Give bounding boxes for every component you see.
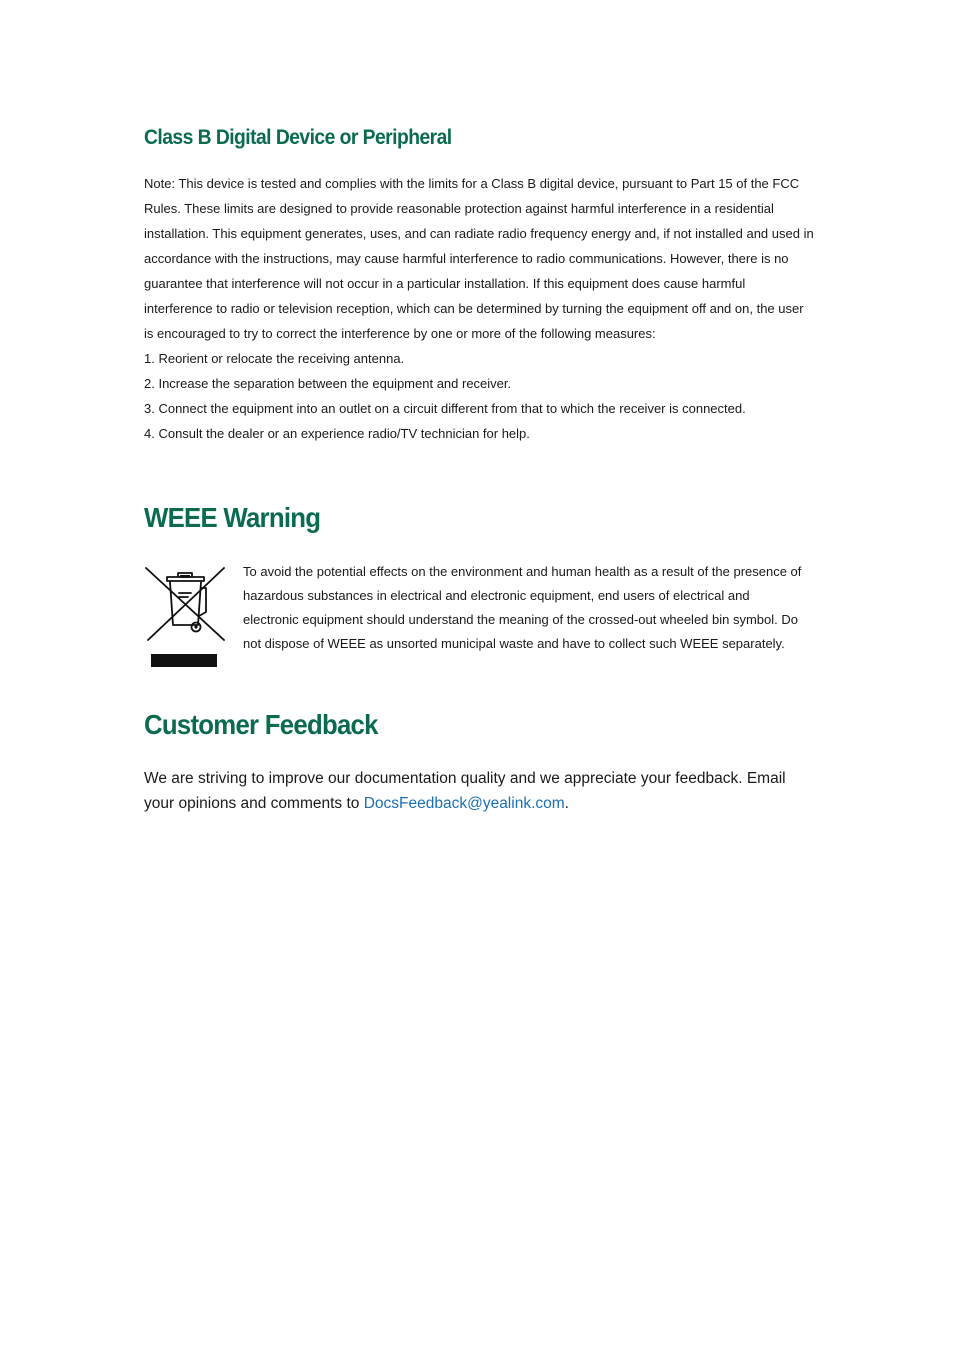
- measure-item: 2. Increase the separation between the equipment and receiver.: [144, 376, 512, 391]
- feedback-text: We are striving to improve our documentation quality and we appreciate your feedback. Email your opinions and comments to: [144, 770, 786, 812]
- class-b-intro: Note: This device is tested and complies with the limits for a Class B digital device, pursuant to Part 15 of the FCC Rules. These limits are designed to provide reasonable protection against harmful interference in a residential installation. This equipment generates, uses, and can radiate radio frequency energy and, if not installed and used in accordance with the instructions, may cause harmful interference to radio communications. However, there is no guarantee that interference will not occur in a particular installation. If this equipment does cause harmful interference to radio or television reception, which can be determined by turning the equipment off and on, the user is encouraged to try to correct the interference by one or more of the following measures:: [144, 176, 814, 341]
- feedback-email-link[interactable]: DocsFeedback@yealink.com: [363, 795, 565, 812]
- feedback-period: .: [564, 795, 569, 812]
- measures-list: [144, 346, 816, 446]
- weee-description: To avoid the potential effects on the environment and human health as a result of the presence of hazardous substances in electrical and electronic equipment, end users of electrical and electronic equipment should understand the meaning of the crossed-out wheeled bin symbol. Do not dispose of WEEE as unsorted municipal waste and have to collect such WEEE separately.: [243, 564, 802, 651]
- measure-item: 4. Consult the dealer or an experience radio/TV technician for help.: [144, 426, 530, 441]
- customer-feedback-heading: Customer Feedback: [144, 709, 378, 740]
- feedback-paragraph: [144, 766, 816, 816]
- crossed-out-wheeled-bin-icon: [144, 564, 226, 670]
- weee-heading: WEEE Warning: [144, 502, 321, 533]
- class-b-heading: Class B Digital Device or Peripheral: [144, 126, 452, 149]
- measure-item: 1. Reorient or relocate the receiving antenna.: [144, 351, 405, 366]
- measure-item: 3. Connect the equipment into an outlet on a circuit different from that to which the receiver is connected.: [144, 401, 746, 416]
- class-b-body: [144, 171, 816, 446]
